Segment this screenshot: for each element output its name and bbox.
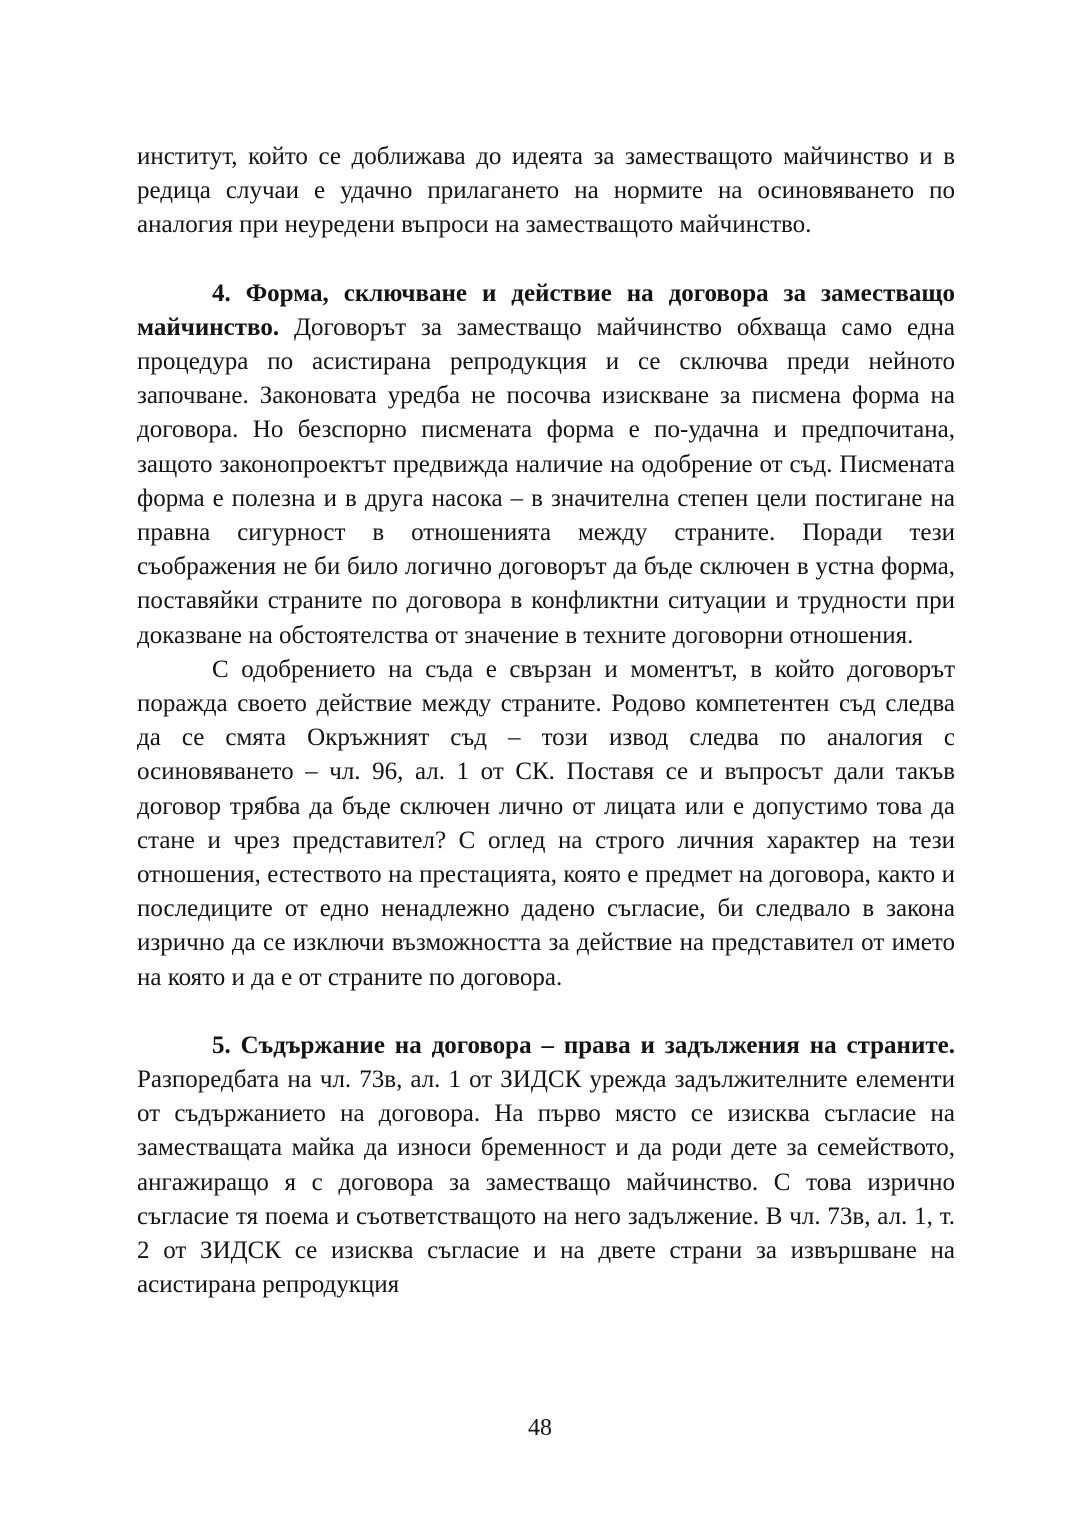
paragraph-2 (137, 277, 955, 653)
section-5-heading: 5. Съдържание на договора – права и задължения на страните. (212, 1031, 955, 1059)
page-number: 48 (528, 1415, 552, 1441)
paragraph-4 (137, 1029, 955, 1303)
paragraph-2-text: Договорът за заместващо майчинство обхваща само една процедура по асистирана репродукция и се сключва преди нейното започване. Законовата уредба не посочва изискване за писмена форма на договора. Но безспорно писмената форма е по-удачна и предпочитана, защото законопроектът предвижда наличие на одобрение от съд. Писмената форма е полезна и в друга насока – в значителна степен цели постигане на правна сигурност в отношенията между страните. Поради тези съображения не би било логично договорът да бъде сключен в устна форма, поставяйки страните по договора в конфликтни ситуации и трудности при доказване на обстоятелства от значение в техните договорни отношения. (137, 313, 955, 649)
paragraph-3 (137, 653, 955, 995)
paragraph-1-text: институт, който се доближава до идеята за заместващото майчинство и в редица случаи е удачно прилагането на нормите на осиновяването по аналогия при неуредени въпроси на заместващото майчинство. (137, 143, 955, 239)
paragraph-4-text: Разпоредбата на чл. 73в, ал. 1 от ЗИДСК урежда задължителните елементи от съдържанието на договора. На първо място се изисква съгласие на заместващата майка да износи бременност и да роди дете за семейството, ангажиращо я с договора за заместващо майчинство. С това изрично съгласие тя поема и съответстващото на него задължение. В чл. 73в, ал. 1, т. 2 от ЗИДСК се изисква съгласие и на двете страни за извършване на асистирана репродукция (137, 1066, 955, 1299)
document-page (137, 140, 955, 1303)
paragraph-3-text: С одобрението на съда е свързан и моментът, в който договорът поражда своето действие между страните. Родово компетентен съд следва да се смята Окръжният съд – този извод следва по аналогия с осиновяването – чл. 96, ал. 1 от СК. Поставя се и въпросът дали такъв договор трябва да бъде сключен лично от лицата или е допустимо това да стане и чрез представител? С оглед на строго личния характер на тези отношения, естеството на престацията, която е предмет на договора, както и последиците от едно ненадлежно дадено съгласие, би следвало в закона изрично да се изключи възможността за действие на представител от името на която и да е от страните по договора. (137, 655, 955, 991)
section-4-heading: 4. Форма, сключване и действие на договора за заместващо майчинство. (137, 279, 955, 341)
paragraph-1 (137, 140, 955, 243)
